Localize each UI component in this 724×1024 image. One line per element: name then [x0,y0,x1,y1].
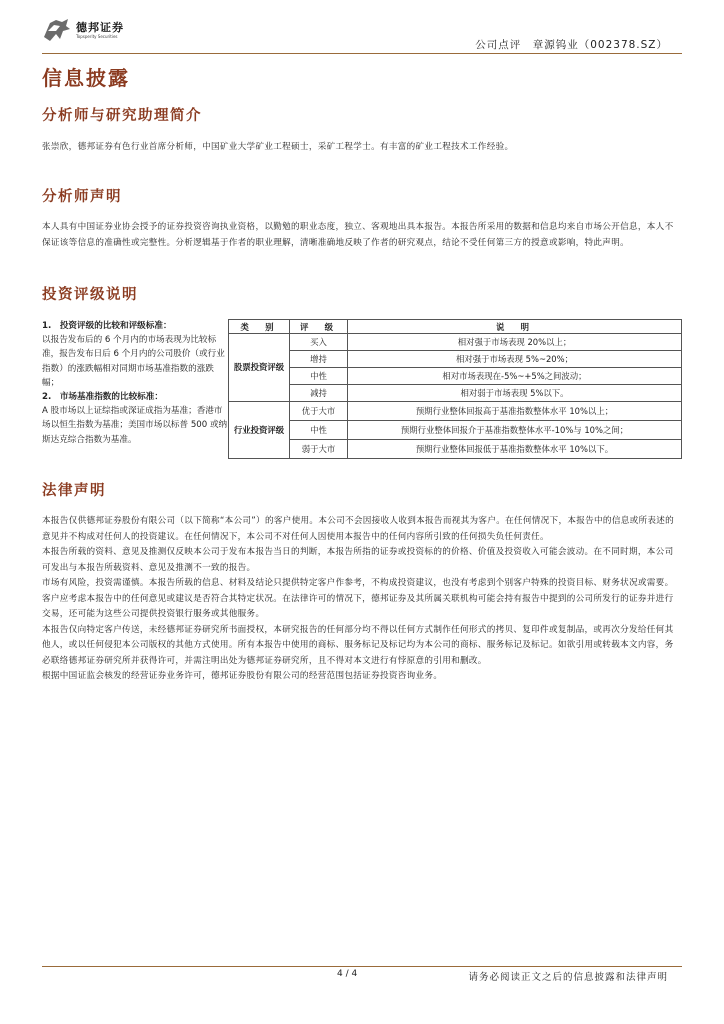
table-row [229,421,682,440]
rating-criteria-text-2: A 股市场以上证综指或深证成指为基准；香港市场以恒生指数为基准；美国市场以标普 500 或纳斯达克综合指数为基准。 [42,406,228,445]
table-cell-desc: 相对弱于市场表现 5%以下。 [348,385,682,402]
table-header-category: 类 别 [229,320,290,334]
table-cell-grade: 减持 [290,385,348,402]
rating-table [228,319,682,459]
topsperity-logo-icon [42,17,72,45]
table-row [229,368,682,385]
rating-criteria-heading-1: 1. 投资评级的比较和评级标准： [42,321,172,331]
table-row [229,402,682,421]
table-header-row [229,320,682,334]
industry-rating-category: 行业投资评级 [229,402,290,459]
page-number: 4 / 4 [337,969,358,979]
stock-rating-category: 股票投资评级 [229,334,290,402]
section-title-legal: 法律声明 [42,483,106,499]
table-cell-grade: 优于大市 [290,402,348,421]
analyst-intro-text: 张崇欣，德邦证券有色行业首席分析师，中国矿业大学矿业工程硕士，采矿工程学士。有丰富的矿业工程技术工作经验。 [42,142,514,152]
legal-paragraph-1: 本报告仅供德邦证券股份有限公司（以下简称“本公司”）的客户使用。本公司不会因接收人收到本报告而视其为客户。在任何情况下，本报告中的信息或所表述的意见并不构成对任何人的投资建议。在任何情况下，本公司不对任何人因使用本报告中的任何内容所引致的任何损失负任何责任。 [42,516,675,542]
table-header-description: 说 明 [348,320,682,334]
section-title-rating: 投资评级说明 [42,287,138,303]
footer-divider [42,966,682,967]
table-cell-desc: 相对强于市场表现 5%~20%； [348,351,682,368]
rating-criteria-heading-2: 2. 市场基准指数的比较标准： [42,392,163,403]
footer-notice: 请务必阅读正文之后的信息披露和法律声明 [468,972,668,983]
report-header-title: 公司点评 章源钨业（002378.SZ） [475,39,668,51]
header-divider [42,53,682,54]
section-title-analyst-statement: 分析师声明 [42,189,122,205]
table-cell-desc: 预期行业整体回报介于基准指数整体水平-10%与 10%之间； [348,421,682,440]
logo-chinese-name: 德邦证券 [76,21,124,34]
page-title: 信息披露 [42,66,130,90]
logo-english-name: Topsperity Securities [76,34,118,39]
table-row [229,334,682,351]
legal-paragraph-5: 根据中国证监会核发的经营证券业务许可，德邦证券股份有限公司的经营范围包括证券投资咨询业务。 [42,671,443,681]
table-row [229,351,682,368]
table-cell-grade: 买入 [290,334,348,351]
table-header-grade: 评 级 [290,320,348,334]
table-cell-grade: 弱于大市 [290,440,348,459]
legal-paragraph-3: 市场有风险，投资需谨慎。本报告所载的信息、材料及结论只提供特定客户作参考，不构成投资建议，也没有考虑到个别客户特殊的投资目标、财务状况或需要。客户应考虑本报告中的任何意见或建议是否符合其特定状况。在法律许可的情况下，德邦证券及其所属关联机构可能会持有报告中提到的公司所发行的证券并进行交易，还可能为这些公司提供投资银行服务或其他服务。 [42,578,674,619]
table-cell-desc: 预期行业整体回报低于基准指数整体水平 10%以下。 [348,440,682,459]
table-cell-desc: 预期行业整体回报高于基准指数整体水平 10%以上； [348,402,682,421]
company-logo [42,17,124,45]
table-cell-desc: 相对强于市场表现 20%以上； [348,334,682,351]
legal-paragraph-2: 本报告所载的资料、意见及推测仅反映本公司于发布本报告当日的判断，本报告所指的证券或投资标的的价格、价值及投资收入可能会波动。在不同时期，本公司可发出与本报告所载资料、意见及推测不一致的报告。 [42,547,674,573]
legal-statement [42,514,682,685]
table-row [229,440,682,459]
table-cell-desc: 相对市场表现在-5%~+5%之间波动； [348,368,682,385]
rating-explanation [42,319,682,460]
analyst-statement-text: 本人具有中国证券业协会授予的证券投资咨询执业资格，以勤勉的职业态度，独立、客观地出具本报告。本报告所采用的数据和信息均来自市场公开信息，本人不保证该等信息的准确性或完整性。分析逻辑基于作者的职业理解，清晰准确地反映了作者的研究观点，结论不受任何第三方的授意或影响，特此声明。 [42,222,674,248]
legal-paragraph-4: 本报告仅向特定客户传送，未经德邦证券研究所书面授权，本研究报告的任何部分均不得以任何方式制作任何形式的拷贝、复印件或复制品，或再次分发给任何其他人，或以任何侵犯本公司版权的其他方式使用。所有本报告中使用的商标、服务标记及标记均为本公司的商标、服务标记及标记。如欲引用或转载本文内容，务必联络德邦证券研究所并获得许可，并需注明出处为德邦证券研究所，且不得对本文进行有悖原意的引用和删改。 [42,624,674,666]
table-cell-grade: 中性 [290,421,348,440]
rating-criteria-text-1: 以报告发布后的 6 个月内的市场表现为比较标准，报告发布日后 6 个月内的公司股价（或行业指数）的涨跌幅相对同期市场基准指数的涨跌幅； [42,335,225,388]
table-cell-grade: 中性 [290,368,348,385]
section-title-analyst-intro: 分析师与研究助理简介 [42,108,202,124]
table-cell-grade: 增持 [290,351,348,368]
rating-criteria [42,319,228,460]
table-row [229,385,682,402]
